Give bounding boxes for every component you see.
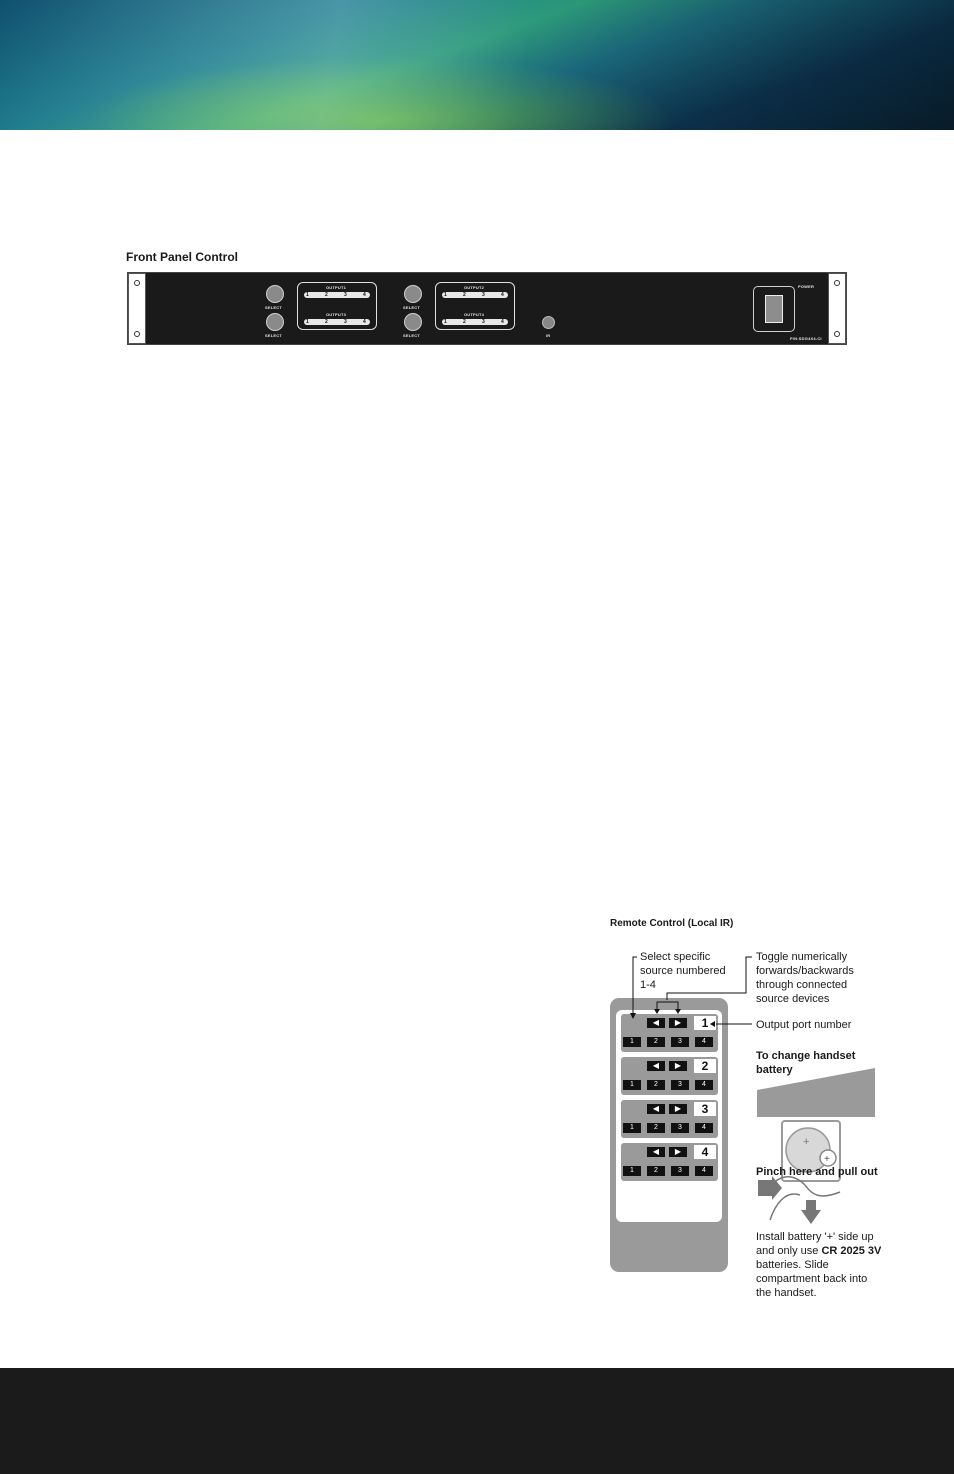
source-number-button[interactable]: 2 [647, 1123, 665, 1133]
input-led: 2 [325, 292, 328, 298]
callout-line-text: source numbered [640, 965, 726, 977]
callout-line-text: forwards/backwards [756, 965, 854, 977]
ir-label: IR [546, 333, 551, 338]
next-source-button[interactable]: ▶ [669, 1147, 687, 1157]
footer-band [0, 1368, 954, 1474]
callout-output-port: Output port number [756, 1019, 852, 1031]
source-number-button[interactable]: 4 [695, 1080, 713, 1090]
input-led: 4 [363, 292, 366, 298]
callout-toggle [756, 950, 854, 1006]
output-label: OUTPUT1 [326, 285, 347, 290]
select-label: SELECT [403, 305, 420, 310]
arrowhead [630, 1013, 636, 1019]
select-label: SELECT [403, 333, 420, 338]
remote-title: Remote Control (Local IR) [610, 918, 734, 929]
battery-model: CR 2025 3V [821, 1245, 882, 1257]
input-led: 1 [444, 319, 447, 325]
callout-line-text: source devices [756, 993, 830, 1005]
output-label: OUTPUT4 [464, 312, 485, 317]
source-number-button[interactable]: 1 [623, 1166, 641, 1176]
svg-text:+: + [803, 1136, 810, 1148]
instruction-text: and only use [756, 1245, 822, 1257]
input-led: 4 [501, 292, 504, 298]
instruction-line: Install battery '+' side up [756, 1231, 874, 1243]
input-led: 1 [306, 319, 309, 325]
output-port-number: 2 [694, 1059, 716, 1073]
source-number-button[interactable]: 1 [623, 1037, 641, 1047]
input-led: 3 [482, 292, 485, 298]
input-led: 3 [482, 319, 485, 325]
select-label: SELECT [265, 305, 282, 310]
output-port-number: 1 [694, 1016, 716, 1030]
output-label: OUTPUT2 [464, 285, 485, 290]
source-number-button[interactable]: 3 [671, 1037, 689, 1047]
front-panel-title: Front Panel Control [126, 250, 238, 264]
input-led: 1 [444, 292, 447, 298]
svg-text:+: + [824, 1154, 830, 1165]
output-port-number: 4 [694, 1145, 716, 1159]
source-number-button[interactable]: 2 [647, 1037, 665, 1047]
callout-line-text: 1-4 [640, 979, 656, 991]
input-led: 1 [306, 292, 309, 298]
select-label: SELECT [265, 333, 282, 338]
source-number-button[interactable]: 1 [623, 1123, 641, 1133]
instruction-line: batteries. Slide [756, 1259, 829, 1271]
battery-heading-line: battery [756, 1064, 793, 1076]
instruction-line: compartment back into [756, 1273, 868, 1285]
input-led: 2 [463, 319, 466, 325]
source-number-button[interactable]: 2 [647, 1080, 665, 1090]
instruction-line [756, 1244, 881, 1258]
prev-source-button[interactable]: ◀ [647, 1061, 665, 1071]
input-led: 4 [501, 319, 504, 325]
prev-source-button[interactable]: ◀ [647, 1104, 665, 1114]
arrowhead [675, 1009, 681, 1014]
output-label: OUTPUT3 [326, 312, 347, 317]
source-number-button[interactable]: 4 [695, 1037, 713, 1047]
power-label: POWER [798, 284, 815, 289]
callout-line-text: Toggle numerically [756, 951, 848, 963]
callout-line-text: Select specific [640, 951, 711, 963]
battery-heading-line: To change handset [756, 1050, 856, 1062]
callout-bracket-toggle [657, 1002, 678, 1011]
source-number-button[interactable]: 1 [623, 1080, 641, 1090]
source-number-button[interactable]: 3 [671, 1166, 689, 1176]
source-number-button[interactable]: 3 [671, 1080, 689, 1090]
arrowhead [654, 1009, 660, 1014]
source-number-button[interactable]: 2 [647, 1166, 665, 1176]
input-led: 3 [344, 319, 347, 325]
battery-instructions [756, 1230, 881, 1300]
source-number-button[interactable]: 3 [671, 1123, 689, 1133]
input-led: 3 [344, 292, 347, 298]
source-number-button[interactable]: 4 [695, 1166, 713, 1176]
next-source-button[interactable]: ▶ [669, 1104, 687, 1114]
input-led: 4 [363, 319, 366, 325]
part-number: P/N:SDG4X4-CI [790, 336, 822, 341]
next-source-button[interactable]: ▶ [669, 1018, 687, 1028]
callout-line-text: through connected [756, 979, 848, 991]
arrowhead [710, 1021, 715, 1027]
prev-source-button[interactable]: ◀ [647, 1018, 665, 1028]
next-source-button[interactable]: ▶ [669, 1061, 687, 1071]
source-number-button[interactable]: 4 [695, 1123, 713, 1133]
output-port-number: 3 [694, 1102, 716, 1116]
battery-pinch-label: Pinch here and pull out [756, 1166, 878, 1178]
callout-line-select [633, 957, 637, 1015]
battery-heading [756, 1049, 855, 1077]
input-led: 2 [325, 319, 328, 325]
instruction-line: the handset. [756, 1287, 817, 1299]
input-led: 2 [463, 292, 466, 298]
callout-select-source [640, 950, 726, 992]
prev-source-button[interactable]: ◀ [647, 1147, 665, 1157]
